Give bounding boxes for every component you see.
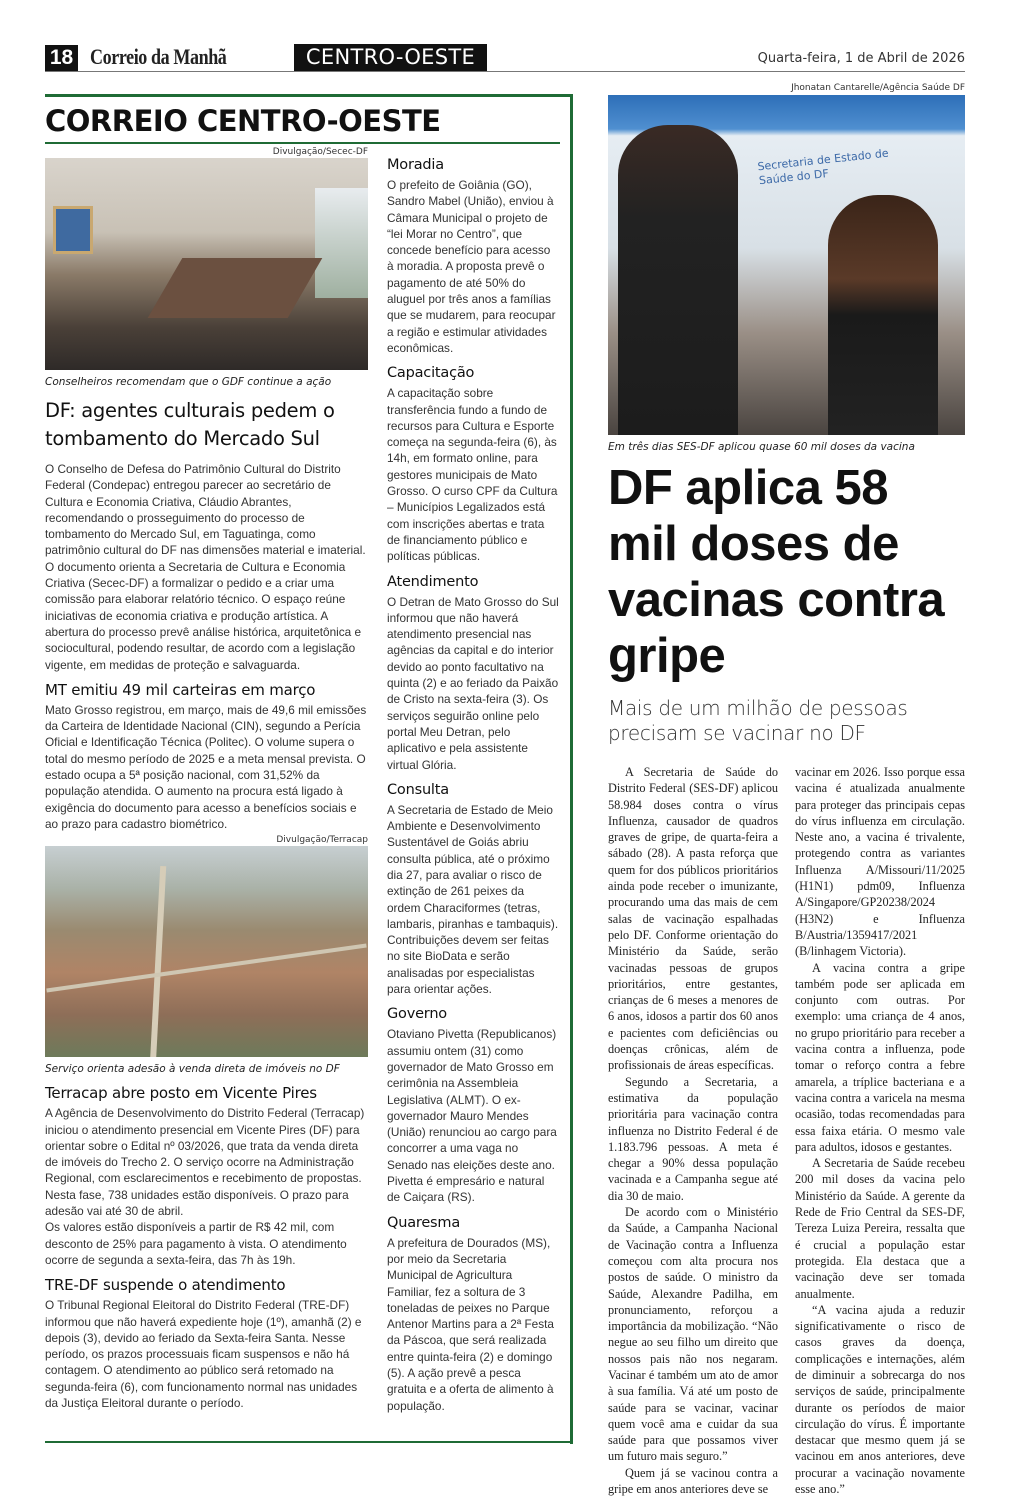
page-number: 18 (45, 45, 78, 71)
note-title: Governo (387, 1006, 447, 1023)
story-body (45, 1105, 371, 1268)
aerial-city-photo (45, 846, 368, 1057)
paragraph: O documento orienta a Secretaria de Cultura e Economia Criativa (Secec-DF) a formalizar o pedido e a criar uma comissão para elaborar relatório técnico. O espaço reúne iniciativas de economia criativa e produção artística. A abertura do processo prevê análise histórica, arquitetônica e sociocultural, podendo resultar, de acordo com a legislação vigente, em medidas de proteção e salvaguarda. (45, 559, 362, 672)
masthead-logo: Correio da Manhã (90, 44, 227, 69)
note-title: Consulta (387, 781, 449, 798)
note-title: Atendimento (387, 573, 479, 590)
paragraph: O Conselho de Defesa do Patrimônio Cultural do Distrito Federal (Condepac) entregou parecer ao secretário de Cultura e Economia Criativa, Cláudio Abrantes, recomendando o prosseguimento do processo de tombamento do Mercado Sul, em Taguatinga, como patrimônio cultural do DF nas dimensões material e imaterial. (45, 462, 366, 558)
paragraph: A vacina contra a gripe também pode ser aplicada em conjunto com outras. Por exemplo: uma criança de 4 anos, no grupo prioritário para receber a vacina contra a influenza, pode tomar o reforço contra a febre amarela, a tríplice bacteriana e a vacina contra a varicela na mesma ocasião, todas recomendadas para essa faixa etária. O mesmo vale para adultos, idosos e gestantes. (795, 960, 965, 1154)
main-story (608, 82, 965, 1497)
story-title: DF: agentes culturais pedem o tombamento do Mercado Sul (45, 399, 335, 450)
story-body: O Tribunal Regional Eleitoral do Distrito Federal (TRE-DF) informou que não haverá expediente hoje (1º), amanhã (2) e depois (3), devido ao feriado da Sexta-feira Santa. Nesse período, os prazos processuais ficam suspensos e não há contagem. O atendimento ao público será retomado na segunda-feira (6), com funcionamento normal nas unidades da Justiça Eleitoral durante o período. (45, 1298, 362, 1410)
left-column (45, 146, 371, 1411)
window (315, 188, 368, 298)
note-body: A prefeitura de Dourados (MS), por meio da Secretaria Municipal de Agricultura Familiar, fez a soltura de 3 toneladas de peixes no Parque Antenor Martins para a 2ª Festa da Páscoa, que será realizada entre quinta-feira (2) e domingo (5). A ação prevê a pesca gratuita e a oferta de alimento à população. (387, 1235, 554, 1413)
paragraph: Os valores estão disponíveis a partir de R$ 42 mil, com desconto de 25% para pagamento à vista. O atendimento ocorre de segunda a sexta-feira, das 7h às 19h. (45, 1220, 347, 1267)
photo-caption: Conselheiros recomendam que o GDF continue a ação (45, 376, 332, 388)
meeting-photo (45, 158, 368, 370)
main-headline: DF aplica 58 mil doses de vacinas contra gripe (608, 461, 945, 683)
note-body: O prefeito de Goiânia (GO), Sandro Mabel (União), enviou à Câmara Municipal o projeto de “lei Morar no Centro”, que concede benefício para acesso à moradia. A proposta prevê o pagamento de até 50% do aluguel por três anos a famílias que se mudarem, para reocupar a região e estimular atividades econômicas. (387, 178, 556, 355)
article-column-2 (795, 764, 965, 1497)
paragraph: vacinar em 2026. Isso porque essa vacina é atualizada anualmente para proteger das principais cepas do vírus influenza em circulação. Neste ano, a vacina é trivalente, protegendo contra as variantes Influenza A/Missouri/11/2025 (H1N1) pdm09, Influenza A/Singapore/GP20238/2024 (H3N2) e Influenza B/Austria/1359417/2021 (B/linhagem Victoria). (795, 765, 965, 959)
meeting-table (148, 258, 323, 318)
patient-figure (828, 195, 938, 435)
paragraph: “A vacina ajuda a reduzir significativamente o risco de casos graves da doença, complicações e internações, além de diminuir a sobrecarga do nos serviços de saúde, principalmente durante os períodos de maior circulação do vírus. É importante destacar que mesmo quem já se vacinou em anos anteriores, deve procurar a vacinação novamente esse ano.” (795, 1302, 965, 1497)
paragraph: De acordo com o Ministério da Saúde, a Campanha Nacional de Vacinação contra a Influenza começou com alta procura nos postos de saúde. O ministro da Saúde, Alexandre Padilha, em pronunciamento, reforçou a importância da mobilização. “Não negue ao seu filho um direito que nossos pais não nos negaram. Vacinar é também um ato de amor à sua família. Vá até um posto de saúde para se vacinar, vacinar quem você ama e cuidar da sua saúde para que possamos viver um futuro mais seguro.” (608, 1205, 778, 1464)
photo-sign: Secretaria de Estado de Saúde do DF (756, 146, 890, 188)
paragraph: A Secretaria de Saúde do Distrito Federal (SES-DF) aplicou 58.984 doses contra o vírus Influenza, causador de quadros graves de gripe, de quarta-feira a sábado (28). A pasta reforça que quem for dos públicos prioritários ainda pode receber o imunizante, procurando uma das mais de cem salas de vacinação espalhadas pelo DF. Conforme orientação do Ministério da Saúde, serão vacinadas pessoas de grupos prioritários, entre gestantes, crianças de 6 meses a menores de 6 anos, idosos a partir dos 60 anos e pacientes com deficiências ou doenças crônicas, além de profissionais de áreas específicas. (608, 765, 778, 1073)
main-subhead: Mais de um milhão de pessoas precisam se vacinar no DF (608, 696, 908, 745)
box-border-top (45, 94, 572, 97)
note-body: A Secretaria de Estado de Meio Ambiente e Desenvolvimento Sustentável de Goiás abriu consulta pública, até o próximo dia 27, para avaliar o risco de extinção de 261 peixes da ordem Characiformes (tetras, lambaris, piranhas e tambaquis). Contribuições devem ser feitas no site BioData e serão analisadas por especialistas para orientar ações. (387, 802, 559, 997)
road (150, 866, 166, 1057)
paragraph: Quem já se vacinou contra a gripe em anos anteriores deve se (608, 1465, 778, 1497)
paragraph: A Agência de Desenvolvimento do Distrito Federal (Terracap) iniciou o atendimento presencial em Vicente Pires (DF) para orientar sobre o Edital nº 03/2026, que trata da venda direta de imóveis do Trecho 2. O serviço ocorre na Administração Regional, com esclarecimentos e recebimento de propostas. Nesta fase, 738 unidades estão disponíveis. O prazo para adesão vai até 30 de abril. (45, 1106, 365, 1219)
note-title: Capacitação (387, 365, 475, 382)
photo-credit: Jhonatan Cantarelle/Agência Saúde DF (791, 83, 965, 93)
note-body: A capacitação sobre transferência fundo a fundo de recursos para Cultura e Esporte começa na segunda-feira (6), às 14h, em formato online, para gestores municipais de Mato Grosso. O curso CPF da Cultura – Municípios Legalizados está com inscrições abertas e trata de financiamento público e políticas públicas. (387, 386, 558, 564)
box-border-right (570, 94, 573, 1444)
paragraph: A Secretaria de Saúde recebeu 200 mil doses da vacina pelo Ministério da Saúde. A gerente da Rede de Frio Central da SES-DF, Tereza Luiza Pereira, ressalta que é crucial a população estar protegida. Ela destaca que a vacinação deve ser tomada anualmente. (795, 1156, 965, 1301)
article-body (608, 764, 965, 1497)
section-label: CENTRO-OESTE (294, 44, 487, 71)
photo-credit: Divulgação/Secec-DF (272, 147, 368, 157)
photo-credit: Divulgação/Terracap (276, 835, 368, 846)
issue-date: Quarta-feira, 1 de Abril de 2026 (757, 51, 965, 66)
story-body (45, 461, 371, 673)
nurse-figure (618, 125, 738, 435)
story-title: MT emitiu 49 mil carteiras em março (45, 680, 316, 699)
box-border-bottom (45, 1441, 572, 1443)
story-title: TRE-DF suspende o atendimento (45, 1276, 286, 1295)
story-title: Terracap abre posto em Vicente Pires (45, 1084, 317, 1103)
note-title: Quaresma (387, 1214, 461, 1231)
vaccination-photo (608, 95, 965, 435)
photo-caption: Serviço orienta adesão à venda direta de imóveis no DF (45, 1063, 340, 1076)
photo-caption: Em três dias SES-DF aplicou quase 60 mil doses da vacina (608, 441, 915, 453)
note-body: Otaviano Pivetta (Republicanos) assumiu ontem (31) como governador de Mato Grosso em cerimônia na Assembleia Legislativa (ALMT). O ex-governador Mauro Mendes (União) renunciou ao cargo para concorrer a uma vaga no Senado nas eleições deste ano. Pivetta é empresário e natural de Caiçara (RS). (387, 1027, 557, 1205)
road (46, 944, 366, 993)
story-body: Mato Grosso registrou, em março, mais de 49,6 mil emissões da Carteira de Identidade Nacional (CIN), segundo a Perícia Oficial e Identificação Técnica (Politec). O volume supera o total do mesmo período de 2025 e a meta mensal prevista. O estado ocupa a 5ª posição nacional, com 31,52% da população atendida. O aumento na procura está ligado à exigência do documento para acesso a benefícios sociais e ao prazo para cadastro biométrico. (45, 702, 367, 831)
note-body: O Detran de Mato Grosso do Sul informou que não haverá atendimento presencial nas agências da capital e do interior devido ao ponto facultativo na quinta (2) e ao feriado da Paixão de Cristo na sexta-feira (3). Os serviços seguirão online pelo portal Meu Detran, pelo aplicativo e pela assistente virtual Glória. (387, 594, 559, 772)
title-divider (45, 142, 560, 144)
box-title: CORREIO CENTRO-OESTE (45, 104, 441, 138)
paragraph: Segundo a Secretaria, a estimativa da população prioritária para vacinação contra influenza no Distrito Federal é de 1.183.796 pessoas. A meta é chegar a 90% dessa população vacinada e a Campanha segue até dia 30 de maio. (608, 1074, 778, 1203)
header-divider (45, 71, 965, 72)
note-title: Moradia (387, 157, 444, 173)
notes-column (387, 155, 559, 1414)
wall-painting (53, 206, 93, 254)
article-column-1 (608, 764, 778, 1497)
